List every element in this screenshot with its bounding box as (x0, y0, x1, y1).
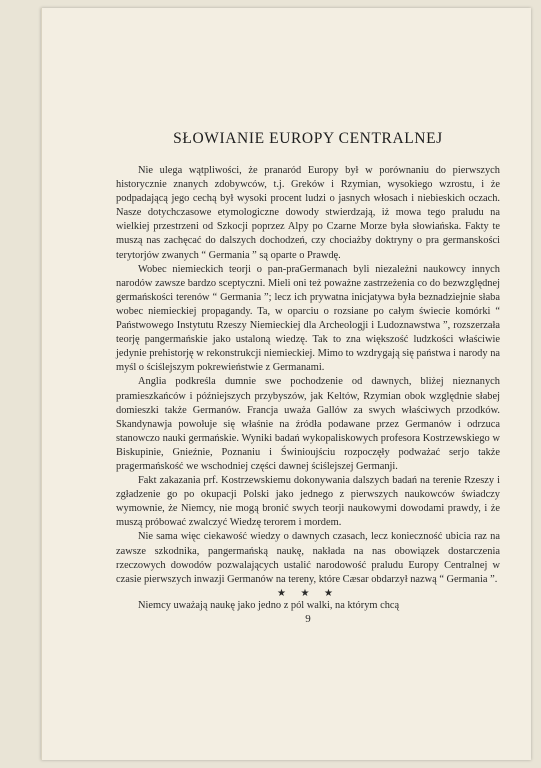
section-separator: ★ ★ ★ (277, 587, 339, 599)
paragraph-5: Nie sama więc ciekawość wiedzy o dawnych czasach, lecz konieczność ubicia raz na zawsze szkodnika, pangermańską naukę, nakłada na nas obowiązek dostarczenia rzeczowych dowodów pozwalających ustalić narodowość praludu Europy Centralnej w czasie pierwszych inwazji Germanów na tereny, które Cæsar obdarzył nazwą “ Germania ”. (116, 531, 500, 585)
chapter-title: SŁOWIANIE EUROPY CENTRALNEJ (173, 130, 443, 147)
page-number: 9 (305, 612, 311, 625)
continuing-line: Niemcy uważają naukę jako jedno z pól walki, na którym chcą (138, 599, 400, 611)
page-content (116, 130, 500, 625)
paragraph-2: Wobec niemieckich teorji o pan-praGermanach byli niezależni naukowcy innych narodów zawsze bardzo sceptyczni. Mieli oni też poważne zastrzeżenia co do bezwzględnej germańskości terenów “ Germania ”; lecz ich prywatna inicjatywa była beznadziejnie słaba wobec niemieckiej propagandy. Ta, w oparciu o rozsiane po całym świecie komórki “ Państwowego Instytutu Rzeszy Niemieckiej dla Archeologji i Ludoznawstwa ”, rozszerzała teorję pangermańskie jako ustaloną wiedzę. Tak to zna większość ludzkości właściwie jedynie prehistorję w rekonstrukcji niemieckiej. Mimo to wzdrygają się państwa i narody na myśl o ściślejszym pokrewieństwie z Germanami. (116, 263, 500, 374)
paragraph-3: Anglia podkreśla dumnie swe pochodzenie od dawnych, bliżej nieznanych pramieszkańców i późniejszych przybyszów, jak Keltów, Rzymian obok względnie słabej domieszki także Germanów. Francja uważa Gallów za swych właściwych przodków. Skandynawja powołuje się właśnie na źródła podawane przez Germanów i odrzuca stanowczo nauki germańskie. Wyniki badań wykopaliskowych profesora Kostrzewskiego w Biskupinie, Gnieźnie, Poznaniu i Świnioujściu rozpoczęły podważać serjo także pragermańskość we wschodniej części dawnej ściślejszej Germanji. (116, 376, 500, 472)
book-page (41, 8, 531, 760)
paragraph-4: Fakt zakazania prf. Kostrzewskiemu dokonywania dalszych badań na terenie Rzeszy i zgładzenie go po okupacji Polski jako jednego z pierwszych naukowców świadczy wymownie, że Niemcy, nie mogą bronić swych teorji naukowymi dowodami prawdy, i że muszą próbować zwalczyć Wiedzę terorem i mordem. (116, 475, 500, 529)
paragraph-1: Nie ulega wątpliwości, że pranaród Europy był w porównaniu do pierwszych historycznie znanych zdobywców, t.j. Greków i Rzymian, wysokiego wzrostu, i że podpadającą jego cechą był wysoki procent ludzi o jasnych włosach i niebieskich oczach. Nasze dotychczasowe etymologiczne dowody stwierdzają, iż mowa tego praludu na wielkiej przestrzeni od Szkocji poprzez Alpy po Czarne Morze była słowiańska. Fakty te muszą nas zachęcać do dalszych dochodzeń, czy chociażby doktryny o pra germanskości terytorjów zwanych “ Germania ” są oparte o Prawdę. (116, 165, 500, 261)
